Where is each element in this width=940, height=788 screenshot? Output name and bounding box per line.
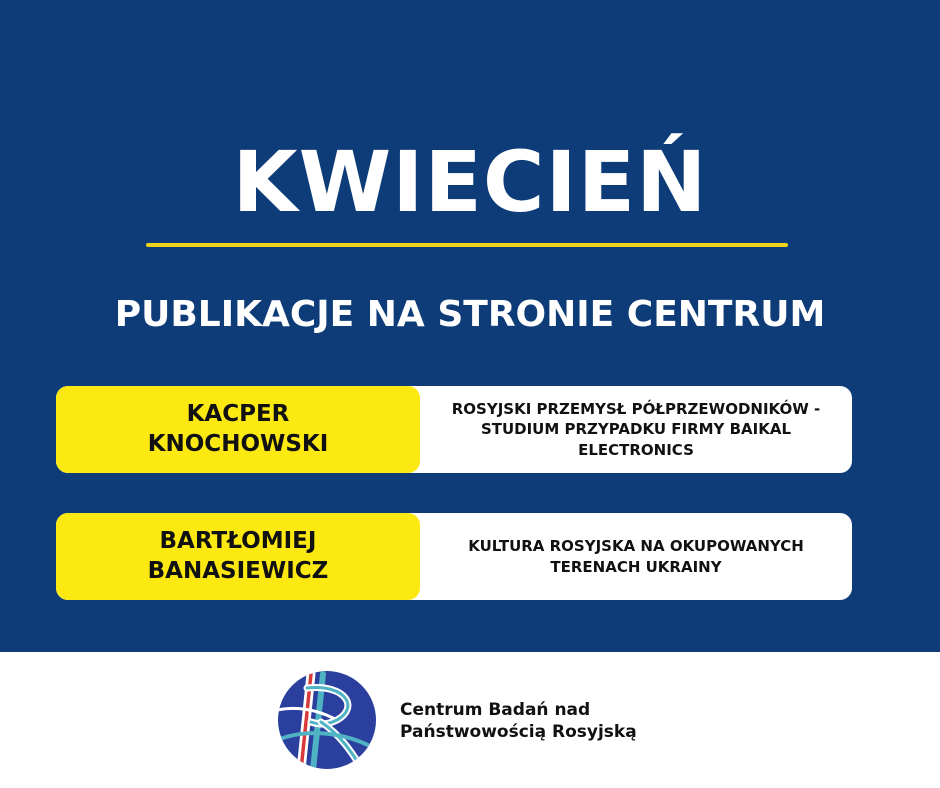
org-logo-icon bbox=[277, 670, 377, 770]
organization-name-line-1: Centrum Badań nad bbox=[400, 700, 591, 720]
author-first-name: KACPER bbox=[186, 400, 290, 427]
publication-title: KULTURA ROSYJSKA NA OKUPOWANYCH TERENACH UKRAINY bbox=[468, 537, 804, 576]
footer bbox=[0, 652, 940, 788]
page-title: KWIECIEŃ bbox=[232, 133, 708, 231]
author-first-name: BARTŁOMIEJ bbox=[159, 527, 317, 554]
author-last-name: KNOCHOWSKI bbox=[147, 430, 329, 457]
publication-card[interactable] bbox=[56, 513, 852, 600]
author-badge bbox=[56, 386, 420, 473]
publication-card[interactable] bbox=[56, 386, 852, 473]
title-underline bbox=[146, 243, 788, 247]
publication-title: ROSYJSKI PRZEMYSŁ PÓŁPRZEWODNIKÓW - STUDIUM PRZYPADKU FIRMY BAIKAL ELECTRONICS bbox=[451, 400, 821, 459]
organization-name bbox=[400, 699, 637, 743]
author-last-name: BANASIEWICZ bbox=[147, 557, 329, 584]
page-subtitle: PUBLIKACJE NA STRONIE CENTRUM bbox=[114, 294, 826, 335]
organization-name-line-2: Państwowością Rosyjską bbox=[400, 722, 637, 743]
author-badge bbox=[56, 513, 420, 600]
